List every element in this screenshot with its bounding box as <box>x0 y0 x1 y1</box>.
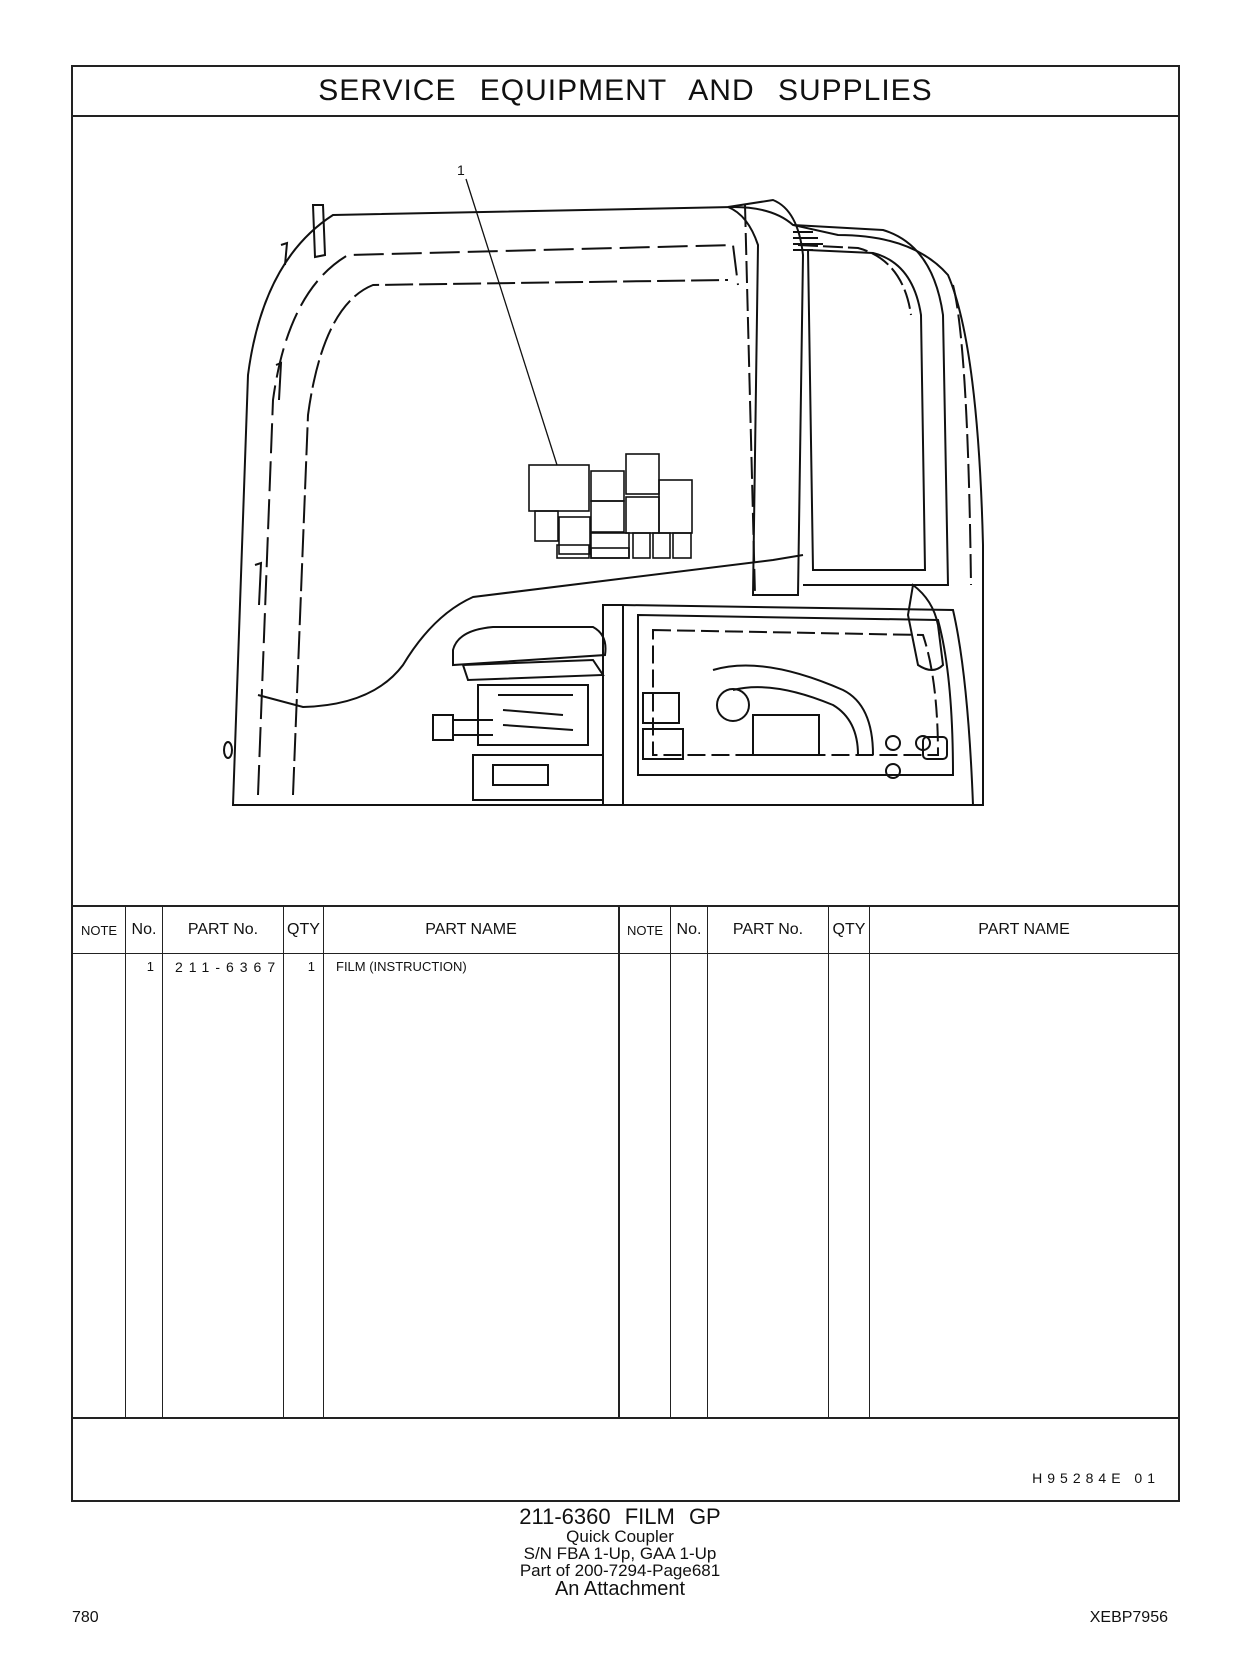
parts-table <box>73 905 1178 1419</box>
header-no-right: No. <box>676 921 702 938</box>
row-1-part-name: FILM (INSTRUCTION) <box>336 959 467 974</box>
caption-line-1: Quick Coupler <box>566 1527 674 1546</box>
cab-illustration <box>73 115 1178 905</box>
header-part-name-right: PART NAME <box>978 921 1070 938</box>
header-qty: QTY <box>287 921 320 938</box>
col-note-left <box>73 907 125 1417</box>
header-note: NOTE <box>80 922 118 938</box>
illustration-code: H95284E 01 <box>1032 1470 1160 1486</box>
header-note-right: NOTE <box>626 922 664 938</box>
col-part-name-left <box>323 907 618 1417</box>
header-part-no: PART No. <box>187 921 259 938</box>
row-1-no: 1 <box>146 959 154 974</box>
caption-line-2: S/N FBA 1-Up, GAA 1-Up <box>523 1544 717 1563</box>
col-part-no-left <box>162 907 283 1417</box>
cab-drawing-svg <box>73 115 1178 905</box>
caption-line-3: Part of 200-7294-Page681 <box>519 1561 721 1580</box>
col-qty-right <box>828 907 869 1417</box>
catalog-page-frame <box>71 65 1180 1502</box>
header-part-no-right: PART No. <box>732 921 804 938</box>
page-title: SERVICE EQUIPMENT AND SUPPLIES <box>318 74 933 107</box>
col-part-no-right <box>707 907 828 1417</box>
row-1-qty: 1 <box>307 959 315 974</box>
caption-line-4: An Attachment <box>554 1578 686 1600</box>
decal-cluster <box>529 454 692 558</box>
group-title: 211-6360 FILM GP <box>519 1504 721 1529</box>
page-number: 780 <box>72 1609 99 1626</box>
col-no-right <box>670 907 707 1417</box>
callout-1-label: 1 <box>457 162 465 178</box>
header-qty-right: QTY <box>832 921 866 938</box>
group-caption <box>440 1506 800 1599</box>
col-note-right <box>618 907 670 1417</box>
document-code: XEBP7956 <box>1089 1609 1168 1626</box>
col-no-left <box>125 907 162 1417</box>
header-no: No. <box>131 921 157 938</box>
title-bar <box>73 67 1178 117</box>
header-part-name: PART NAME <box>425 921 517 938</box>
row-1-part-no: 211-6367 <box>175 959 282 975</box>
col-qty-left <box>283 907 323 1417</box>
col-part-name-right <box>869 907 1178 1417</box>
